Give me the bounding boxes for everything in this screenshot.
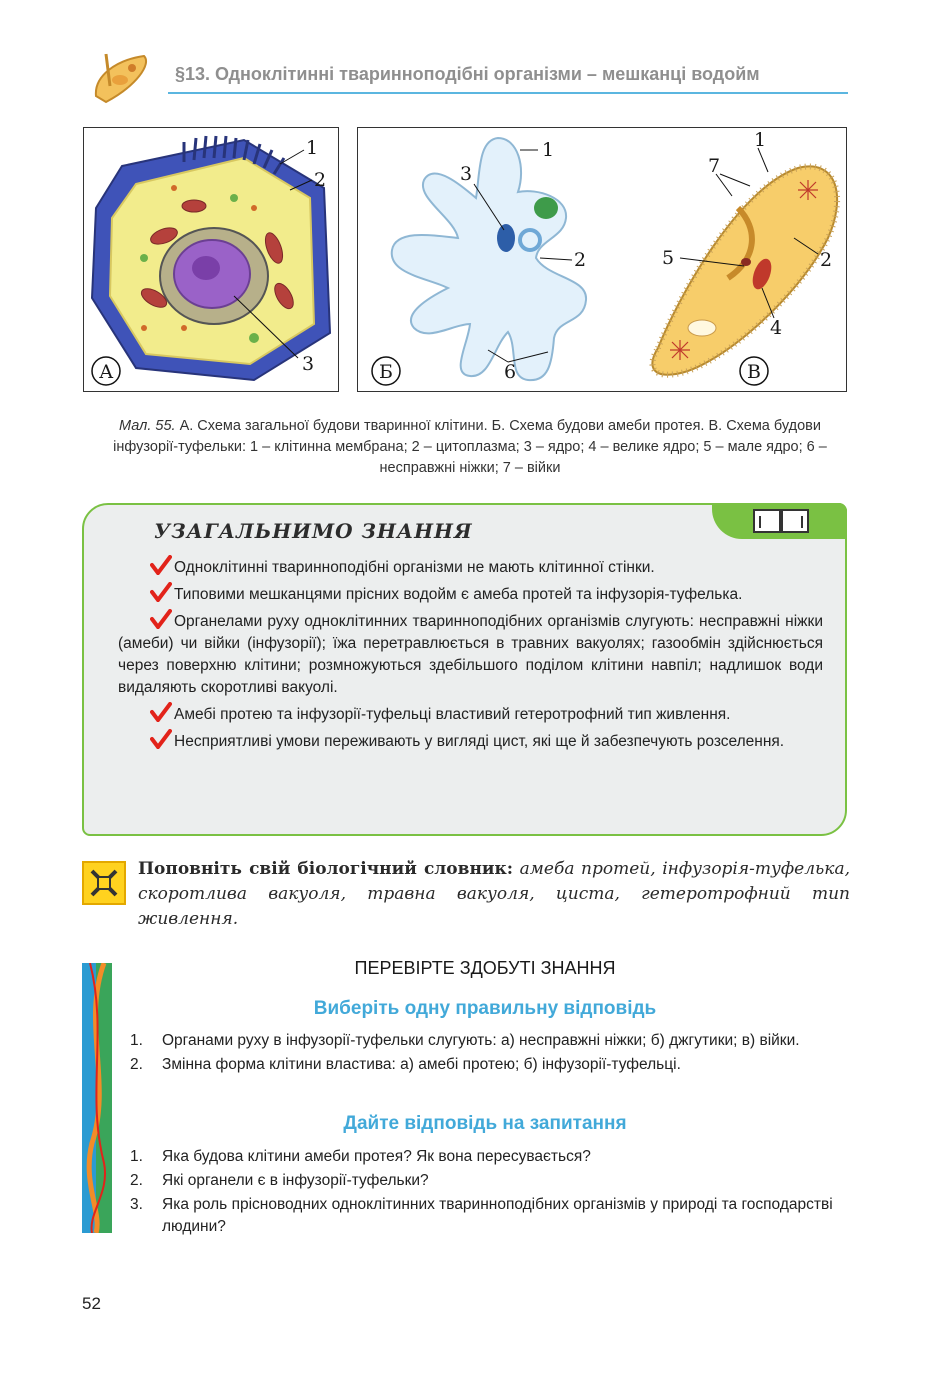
figure-reference: Мал. 55.: [119, 418, 176, 434]
vocabulary-task: [82, 855, 850, 935]
summary-item: [118, 702, 823, 726]
vocabulary-lead: Поповніть свій біологічний словник:: [138, 859, 514, 879]
summary-item-text: Амебі протею та інфузорії-туфельці властивий гетеротрофний тип живлення.: [174, 706, 731, 723]
question-number: 2.: [130, 1056, 143, 1073]
label-2: 2: [574, 249, 587, 271]
question-text: Яка роль прісноводних одноклітинних тваринноподібних організмів у природі та господарстві людини?: [162, 1196, 833, 1235]
summary-title: УЗАГАЛЬНИМО ЗНАННЯ: [154, 519, 473, 543]
summary-item: [118, 609, 823, 699]
choose-answer-heading: Виберіть одну правильну відповідь: [313, 998, 657, 1019]
decorative-strip: [82, 963, 112, 1233]
question-number: 1.: [130, 1032, 143, 1049]
list-item: [130, 1170, 848, 1192]
figure-amoeba-paramecium: [357, 127, 847, 392]
summary-item-text: Типовими мешканцями прісних водойм є амеба протей та інфузорія-туфелька.: [174, 586, 743, 603]
summary-box: [82, 503, 847, 836]
question-number: 1.: [130, 1148, 143, 1165]
summary-item: [118, 555, 823, 579]
summary-item-text: Органелами руху одноклітинних тваринноподібних організмів слугують: несправжні ніжки (амеби) чи війки (інфузорії); їжа перетравлюється в травних вакуолях; газообмін здійснюється через поверхню клітини; розмножуються здебільшого поділом клітини навпіл; надлишок води видаляють скоротливі вакуолі.: [118, 613, 823, 696]
question-text: Яка будова клітини амеби протея? Як вона пересувається?: [162, 1148, 591, 1165]
label-1: 1: [306, 137, 319, 159]
label-3: 3: [302, 353, 315, 375]
list-item: [130, 1030, 848, 1052]
section-title: §13. Одноклітинні тваринноподібні організми – мешканці водойм: [175, 64, 760, 84]
answer-question-list: [130, 1146, 848, 1240]
vocabulary-icon: [82, 861, 126, 905]
vocabulary-text: [138, 857, 850, 932]
summary-list: [118, 555, 823, 756]
list-item: [130, 1054, 848, 1076]
label-1: 1: [754, 129, 767, 151]
question-text: Органами руху в інфузорії-туфельки слугують: а) несправжні ніжки; б) джгутики; в) війки.: [162, 1032, 800, 1049]
label-5: 5: [662, 247, 675, 269]
question-number: 3.: [130, 1196, 143, 1213]
caption-text: А. Схема загальної будови тваринної клітини. Б. Схема будови амеби протея. В. Схема будови інфузорії-туфельки: 1 – клітинна мембрана; 2 – цитоплазма; 3 – ядро; 4 – велике ядро; 5 – мале ядро; 6 – несправжні ніжки; 7 – війки: [113, 418, 827, 476]
list-item: [130, 1146, 848, 1168]
summary-item: [118, 582, 823, 606]
label-2: 2: [820, 249, 833, 271]
book-icon: [752, 508, 812, 534]
check-icon: [150, 729, 172, 749]
vocabulary-terms: амеба протей, інфузорія-туфелька, скоротлива вакуоля, травна вакуоля, циста, гетеротрофний тип живлення.: [138, 859, 850, 929]
label-4: 4: [770, 317, 783, 339]
check-icon: [150, 609, 172, 629]
page-number: 52: [82, 1294, 101, 1313]
check-knowledge-title: ПЕРЕВІРТЕ ЗДОБУТІ ЗНАННЯ: [354, 958, 616, 978]
check-icon: [150, 582, 172, 602]
summary-item-text: Несприятливі умови переживають у вигляді цист, які ще й забезпечують розселення.: [174, 733, 785, 750]
animal-cell-diagram: [84, 128, 339, 392]
question-text: Змінна форма клітини властива: а) амебі протею; б) інфузорії-туфельці.: [162, 1056, 681, 1073]
label-1: 1: [542, 139, 555, 161]
answer-questions-heading: Дайте відповідь на запитання: [343, 1113, 627, 1134]
figure-letter-a: А: [99, 361, 114, 383]
question-number: 2.: [130, 1172, 143, 1189]
page-header: [80, 40, 850, 110]
amoeba-paramecium-diagram: [358, 128, 847, 392]
question-text: Які органели є в інфузорії-туфельки?: [162, 1172, 429, 1189]
check-icon: [150, 702, 172, 722]
figure-letter-b: Б: [379, 361, 393, 383]
label-2: 2: [314, 169, 327, 191]
list-item: [130, 1194, 848, 1238]
paramecium-icon: [86, 46, 156, 108]
figure-caption: [90, 416, 850, 479]
summary-item-text: Одноклітинні тваринноподібні організми не мають клітинної стінки.: [174, 559, 655, 576]
summary-tab: [712, 503, 847, 539]
header-divider: [168, 92, 848, 94]
choose-question-list: [130, 1030, 848, 1078]
check-icon: [150, 555, 172, 575]
summary-item: [118, 729, 823, 753]
label-7: 7: [708, 155, 721, 177]
figure-animal-cell: [83, 127, 339, 392]
label-6: 6: [504, 361, 517, 383]
figure-letter-v: В: [747, 361, 761, 383]
label-3: 3: [460, 163, 473, 185]
